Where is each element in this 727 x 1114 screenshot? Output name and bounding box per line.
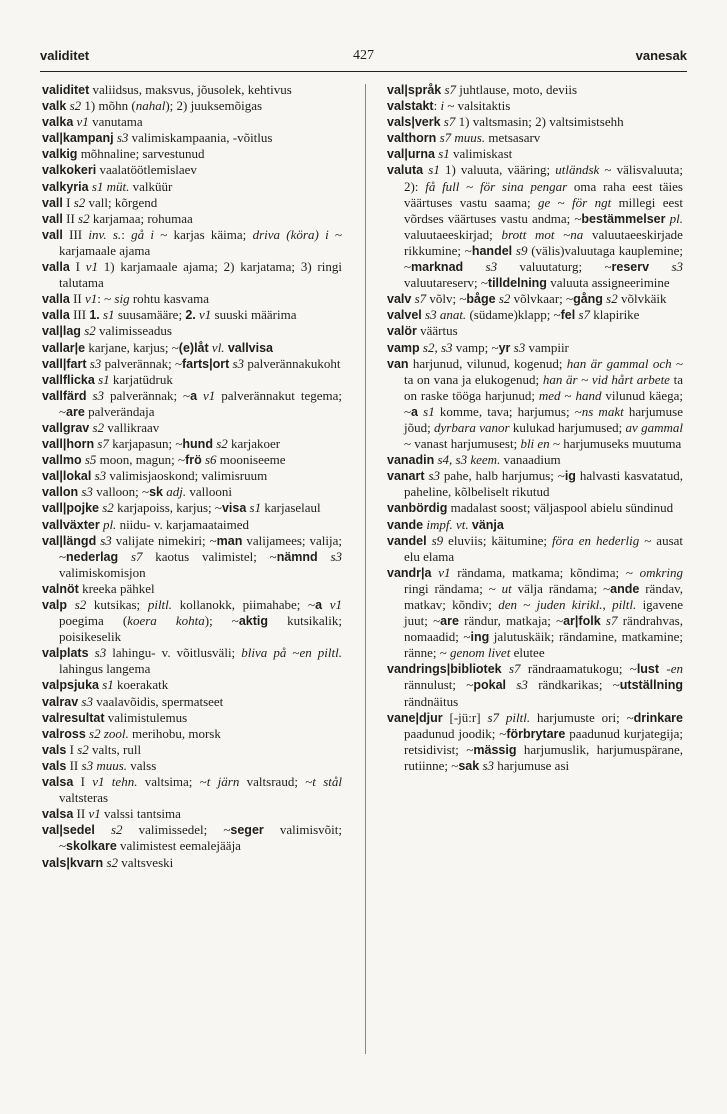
dictionary-entry: valsa II v1 valssi tantsima <box>42 806 181 822</box>
dictionary-entry: val|längd s3 valijate nimekiri; ~man valijamees; valija; ~nederlag s7 kaotus valimistel; ~nämnd s3 valimiskomisjon <box>42 532 343 580</box>
dictionary-entry: vane|djur [-jü:r] s7 piltl. harjumuste ori; ~drinkare paadunud joodik; ~förbrytare paadunud kurjategija; retsidivist; ~mässig harjumuslik, harjumuspärane, rutiinne; ~sak s3 harjumuse asi <box>387 709 683 773</box>
dictionary-entry: valk s2 1) mõhn (nahal); 2) juuksemõigas <box>42 98 263 114</box>
right-column <box>387 82 683 774</box>
dictionary-entry: val|lokal s3 valimisjaoskond; valimisruum <box>42 468 268 484</box>
dictionary-entry: vallfärd s3 palverännak; ~a v1 palverännakut tegema; ~are palverändaja <box>42 387 343 419</box>
dictionary-entry: vals|verk s7 1) valtsmasin; 2) valtsimistsehh <box>387 114 624 130</box>
dictionary-entry: vall III inv. s.: gå i ~ karjas käima; driva (köra) i ~ karjamaale ajama <box>42 226 343 258</box>
header-rule <box>40 71 687 72</box>
page-number: 427 <box>353 48 374 63</box>
dictionary-entry: valör väärtus <box>387 323 458 339</box>
dictionary-entry: valla II v1: ~ sig rohtu kasvama <box>42 291 210 307</box>
dictionary-entry: vall|fart s3 palverännak; ~farts|ort s3 palverännakukoht <box>42 355 341 371</box>
dictionary-entry: val|urna s1 valimiskast <box>387 146 513 162</box>
dictionary-entry: valvel s3 anat. (südame)klapp; ~fel s7 klapirike <box>387 307 640 323</box>
dictionary-entry: vall I s2 vall; kõrgend <box>42 194 158 210</box>
dictionary-entry: valsa I v1 tehn. valtsima; ~t järn valtsraud; ~t stål valtsteras <box>42 774 342 806</box>
dictionary-entry: valross s2 zool. merihobu, morsk <box>42 725 221 741</box>
dictionary-entry: val|kampanj s3 valimiskampaania, -võitlus <box>42 130 273 146</box>
dictionary-entry: vanart s3 pahe, halb harjumus; ~ig halvasti kasvatatud, paheline, kõlbeliselt rikutud <box>387 468 684 500</box>
header-left-guideword: validitet <box>40 48 90 63</box>
dictionary-entry: valkyria s1 müt. valküür <box>42 178 173 194</box>
dictionary-entry: vall II s2 karjamaa; rohumaa <box>42 210 193 226</box>
dictionary-entry: vallmo s5 moon, magun; ~frö s6 mooniseeme <box>42 452 286 468</box>
dictionary-entry: validitet valiidsus, maksvus, jõusolek, kehtivus <box>42 82 292 97</box>
left-column <box>42 82 342 871</box>
dictionary-entry: valthorn s7 muus. metsasarv <box>387 130 541 146</box>
dictionary-entry: valrav s3 vaalavõidis, spermatseet <box>42 693 224 709</box>
dictionary-entry: vallar|e karjane, karjus; ~(e)låt vl. vallvisa <box>42 339 273 355</box>
dictionary-entry: vall|pojke s2 karjapoiss, karjus; ~visa s1 karjaselaul <box>42 500 321 516</box>
dictionary-entry: vallflicka s1 karjatüdruk <box>42 371 173 387</box>
header-right-guideword: vanesak <box>635 48 687 63</box>
dictionary-entry: valkokeri vaalatöötlemislaev <box>42 162 197 178</box>
dictionary-entry: valpsjuka s1 koerakatk <box>42 677 169 693</box>
dictionary-entry: vals II s3 muus. valss <box>42 757 157 773</box>
dictionary-entry: vallon s3 valloon; ~sk adj. vallooni <box>42 484 232 500</box>
dictionary-entry: valla III 1. s1 suusamääre; 2. v1 suuski määrima <box>42 307 297 323</box>
dictionary-entry: vandrings|bibliotek s7 rändraamatukogu; ~lust -en rännulust; ~pokal s3 rändkarikas; ~utställning rändnäitus <box>387 661 684 709</box>
dictionary-entry: vall|horn s7 karjapasun; ~hund s2 karjakoer <box>42 436 281 452</box>
dictionary-entry: valuta s1 1) valuuta, vääring; utländsk ~ välisvaluuta; 2): få full ~ för sina pengar oma raha eest täies väärtuses vastu saama; ge ~ för ngt millegi eest võrdses väärtuses vastu andma; ~bestämmelser pl. valuutaeeskirjad; brott mot ~na valuutaeeskirjade rikkumine; ~handel s9 (välis)valuutaga kauplemine; ~marknad s3 valuutaturg; ~reserv s3 valuutareserv; ~tilldelning valuuta assigneerimine <box>387 162 684 291</box>
column-divider <box>365 84 366 1054</box>
dictionary-entry: vals I s2 valts, rull <box>42 741 142 757</box>
dictionary-entry: vamp s2, s3 vamp; ~yr s3 vampiir <box>387 339 569 355</box>
dictionary-entry: vande impf. vt. vänja <box>387 516 504 532</box>
dictionary-entry: val|sedel s2 valimissedel; ~seger valimisvõit; ~skolkare valimistest eemalejääja <box>42 822 342 854</box>
dictionary-entry: valplats s3 lahingu- v. võitlusväli; bliva på ~en piltl. lahingus langema <box>42 645 342 677</box>
dictionary-entry: val|språk s7 juhtlause, moto, deviis <box>387 82 578 97</box>
dictionary-entry: vanadin s4, s3 keem. vanaadium <box>387 452 561 468</box>
dictionary-entry: vanbördig madalast soost; väljaspool abielu sündinud <box>387 500 674 516</box>
dictionary-entry: vallgrav s2 vallikraav <box>42 419 160 435</box>
dictionary-entry: val|lag s2 valimisseadus <box>42 323 172 339</box>
dictionary-entry: vals|kvarn s2 valtsveski <box>42 854 174 870</box>
dictionary-entry: valka v1 vanutama <box>42 114 143 130</box>
page-header <box>40 48 687 68</box>
dictionary-entry: valnöt kreeka pähkel <box>42 580 155 596</box>
dictionary-entry: vandr|a v1 rändama, matkama; kõndima; ~ omkring ringi rändama; ~ ut välja rändama; ~ande rändav, matkav; kõndiv; den ~ juden kirikl., piltl. igavene juut; ~are rändur, matkaja; ~ar|folk s7 rändrahvas, nomaadid; ~ing jalutuskäik; rändamine, matkamine; ränne; ~ genom livet elutee <box>387 564 684 661</box>
dictionary-entry: valkig mõhnaline; sarvestunud <box>42 146 205 162</box>
dictionary-entry: van harjunud, vilunud, kogenud; han är gammal och ~ ta on vana ja elukogenud; han är ~ vid hårt arbete ta on raske tööga harjunud; med ~ hand vilunud käega; ~a s1 komme, tava; harjumus; ~ns makt harjumuse jõud; dyrbara vanor kulukad harjumused; av gammal ~ vanast harjumusest; bli en ~ harjumuseks muutuma <box>387 355 684 452</box>
dictionary-entry: vandel s9 eluviis; käitumine; föra en hederlig ~ ausat elu elama <box>387 532 684 564</box>
dictionary-entry: valla I v1 1) karjamaale ajama; 2) karjatama; 3) ringi talutama <box>42 259 342 291</box>
dictionary-entry: valstakt: i ~ valsitaktis <box>387 98 511 114</box>
dictionary-entry: valp s2 kutsikas; piltl. kollanokk, piimahabe; ~a v1 poegima (koera kohta); ~aktig kutsikalik; poisikeselik <box>42 597 343 645</box>
dictionary-entry: valresultat valimistulemus <box>42 709 188 725</box>
dictionary-entry: valv s7 võlv; ~båge s2 võlvkaar; ~gång s2 võlvkäik <box>387 291 667 307</box>
dictionary-entry: vallväxter pl. niidu- v. karjamaataimed <box>42 516 250 532</box>
